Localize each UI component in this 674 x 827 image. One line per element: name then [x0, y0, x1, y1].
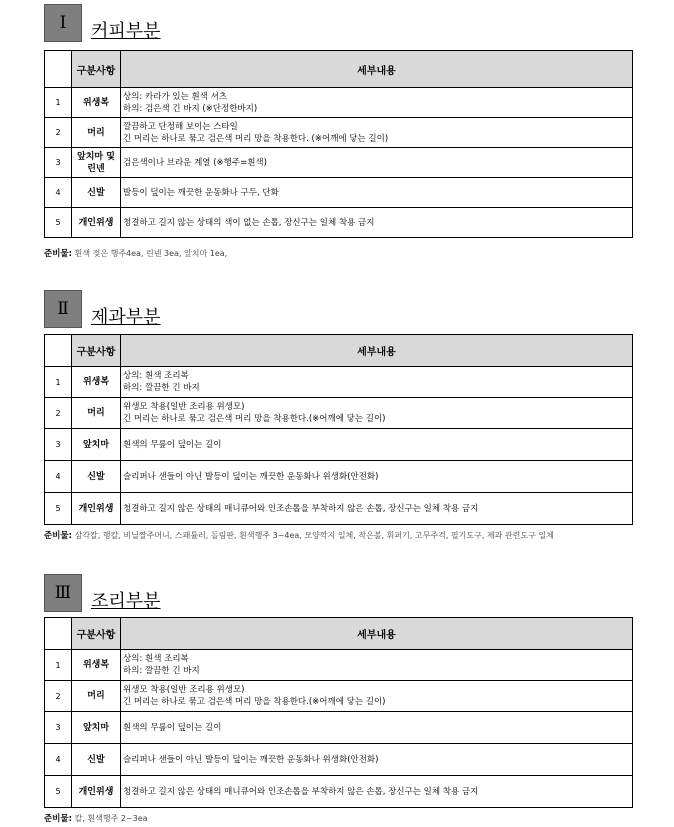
- row-category: 개인위생: [72, 208, 121, 238]
- detail-line: 청결하고 길지 않은 상태의 매니큐어와 인조손톱을 부착하지 않은 손톱, 장신구는 일체 착용 금지: [123, 503, 479, 514]
- table-row: [45, 367, 633, 398]
- dress-code-table: [44, 50, 633, 238]
- header-detail: 세부내용: [121, 618, 633, 650]
- row-number: 4: [45, 178, 72, 208]
- row-category: 개인위생: [72, 776, 121, 808]
- preparation-note: [44, 529, 554, 541]
- header-no-cell: [45, 51, 72, 88]
- detail-line: 청결하고 길지 않는 상태의 색이 없는 손톱, 장신구는 일체 착용 금지: [123, 217, 375, 228]
- table-header-row: [45, 51, 633, 88]
- header-category: 구분사항: [72, 51, 121, 88]
- section-title: 조리부분: [91, 591, 161, 612]
- section-number: Ⅰ: [44, 4, 82, 42]
- table-row: [45, 88, 633, 118]
- row-detail: [121, 744, 633, 776]
- table-row: [45, 178, 633, 208]
- row-number: 1: [45, 650, 72, 681]
- row-category: 위생복: [72, 650, 121, 681]
- table-row: [45, 776, 633, 808]
- row-number: 2: [45, 398, 72, 429]
- detail-line: 위생모 착용(일반 조리용 위생모): [123, 402, 245, 412]
- row-detail: [121, 429, 633, 461]
- header-no-cell: [45, 618, 72, 650]
- row-number: 2: [45, 681, 72, 712]
- table-header-row: [45, 335, 633, 367]
- row-category: 위생복: [72, 367, 121, 398]
- detail-line: 흰색의 무릎이 덮이는 길이: [123, 722, 222, 733]
- row-detail: [121, 461, 633, 493]
- row-category: 머리: [72, 118, 121, 148]
- row-detail: [121, 681, 633, 712]
- detail-line: 긴 머리는 하나로 묶고 검은색 머리 망을 착용한다.(※어깨에 닿는 길이): [123, 414, 386, 424]
- detail-line: 하의: 깔끔한 긴 바지: [123, 383, 200, 393]
- row-category: 신발: [72, 178, 121, 208]
- row-number: 3: [45, 148, 72, 178]
- header-category: 구분사항: [72, 335, 121, 367]
- detail-line: 하의: 깔끔한 긴 바지: [123, 666, 200, 676]
- row-category: 앞치마: [72, 429, 121, 461]
- row-detail: [121, 178, 633, 208]
- table-row: [45, 493, 633, 525]
- row-category: 머리: [72, 681, 121, 712]
- row-category: 신발: [72, 461, 121, 493]
- detail-line: 상의: 흰색 조리복: [123, 371, 189, 381]
- row-detail: [121, 148, 633, 178]
- table-header-row: [45, 618, 633, 650]
- row-detail: [121, 88, 633, 118]
- row-number: 4: [45, 461, 72, 493]
- row-number: 5: [45, 208, 72, 238]
- row-number: 5: [45, 493, 72, 525]
- preparation-label: 준비물:: [44, 531, 73, 541]
- row-category: 신발: [72, 744, 121, 776]
- row-number: 3: [45, 712, 72, 744]
- row-number: 2: [45, 118, 72, 148]
- preparation-label: 준비물:: [44, 814, 73, 824]
- row-detail: [121, 650, 633, 681]
- detail-line: 하의: 검은색 긴 바지 (※단정한바지): [123, 103, 258, 114]
- detail-line: 깔끔하고 단정해 보이는 스타일: [123, 121, 238, 132]
- detail-line: 슬리퍼나 샌들이 아닌 발등이 덮이는 깨끗한 운동화나 위생화(안전화): [123, 471, 379, 482]
- detail-line: 청결하고 길지 않은 상태의 매니큐어와 인조손톱을 부착하지 않은 손톱, 장신구는 일체 착용 금지: [123, 786, 479, 797]
- preparation-items: 흰색 젖은 행주4ea, 린넨 3ea, 앞치마 1ea,: [74, 249, 228, 258]
- row-category: 앞치마: [72, 712, 121, 744]
- row-category: 위생복: [72, 88, 121, 118]
- row-number: 5: [45, 776, 72, 808]
- row-number: 1: [45, 367, 72, 398]
- row-detail: [121, 398, 633, 429]
- table-row: [45, 429, 633, 461]
- table-row: [45, 461, 633, 493]
- row-detail: [121, 776, 633, 808]
- table-row: [45, 118, 633, 148]
- detail-line: 발등이 덮이는 깨끗한 운동화나 구두, 단화: [123, 187, 279, 198]
- detail-line: 상의: 흰색 조리복: [123, 654, 189, 664]
- section-number: Ⅲ: [44, 574, 82, 612]
- header-category: 구분사항: [72, 618, 121, 650]
- table-row: [45, 744, 633, 776]
- dress-code-table: [44, 334, 633, 525]
- header-detail: 세부내용: [121, 51, 633, 88]
- dress-code-table: [44, 617, 633, 808]
- preparation-items: 삼각칼, 행칼, 비닐짤주머니, 스패튤러, 돌림판, 흰색행주 3~4ea, 모양깍지 일체, 작은볼, 휘퍼기, 고무주걱, 필기도구, 제과 관련도구 일체: [74, 531, 554, 540]
- detail-line: 상의: 카라가 있는 흰색 셔츠: [123, 91, 227, 102]
- preparation-note: [44, 247, 227, 259]
- row-detail: [121, 493, 633, 525]
- section-number: Ⅱ: [44, 290, 82, 328]
- table-row: [45, 148, 633, 178]
- detail-line: 검은색이나 브라운 계열 (※행주=흰색): [123, 157, 267, 168]
- table-row: [45, 398, 633, 429]
- row-detail: [121, 367, 633, 398]
- row-number: 1: [45, 88, 72, 118]
- row-detail: [121, 118, 633, 148]
- detail-line: 긴 머리는 하나로 묶고 검은색 머리 망을 착용한다.(※어깨에 닿는 길이): [123, 697, 386, 707]
- section-title: 커피부분: [91, 21, 161, 42]
- table-row: [45, 681, 633, 712]
- header-no-cell: [45, 335, 72, 367]
- row-detail: [121, 208, 633, 238]
- table-row: [45, 650, 633, 681]
- row-category: 앞치마 및 린넨: [72, 148, 121, 178]
- row-category: 개인위생: [72, 493, 121, 525]
- detail-line: 슬리퍼나 샌들이 아닌 발등이 덮이는 깨끗한 운동화나 위생화(안전화): [123, 754, 379, 765]
- table-row: [45, 712, 633, 744]
- preparation-label: 준비물:: [44, 249, 73, 259]
- row-number: 3: [45, 429, 72, 461]
- preparation-items: 칼, 흰색행주 2~3ea: [74, 814, 148, 823]
- detail-line: 위생모 착용(일반 조리용 위생모): [123, 685, 245, 695]
- header-detail: 세부내용: [121, 335, 633, 367]
- row-category: 머리: [72, 398, 121, 429]
- table-row: [45, 208, 633, 238]
- detail-line: 긴 머리는 하나로 묶고 검은색 머리 망을 착용한다. (※어깨에 닿는 길이): [123, 133, 389, 144]
- detail-line: 흰색의 무릎이 덮이는 길이: [123, 439, 222, 450]
- row-detail: [121, 712, 633, 744]
- preparation-note: [44, 812, 148, 824]
- section-title: 제과부분: [91, 307, 161, 328]
- row-number: 4: [45, 744, 72, 776]
